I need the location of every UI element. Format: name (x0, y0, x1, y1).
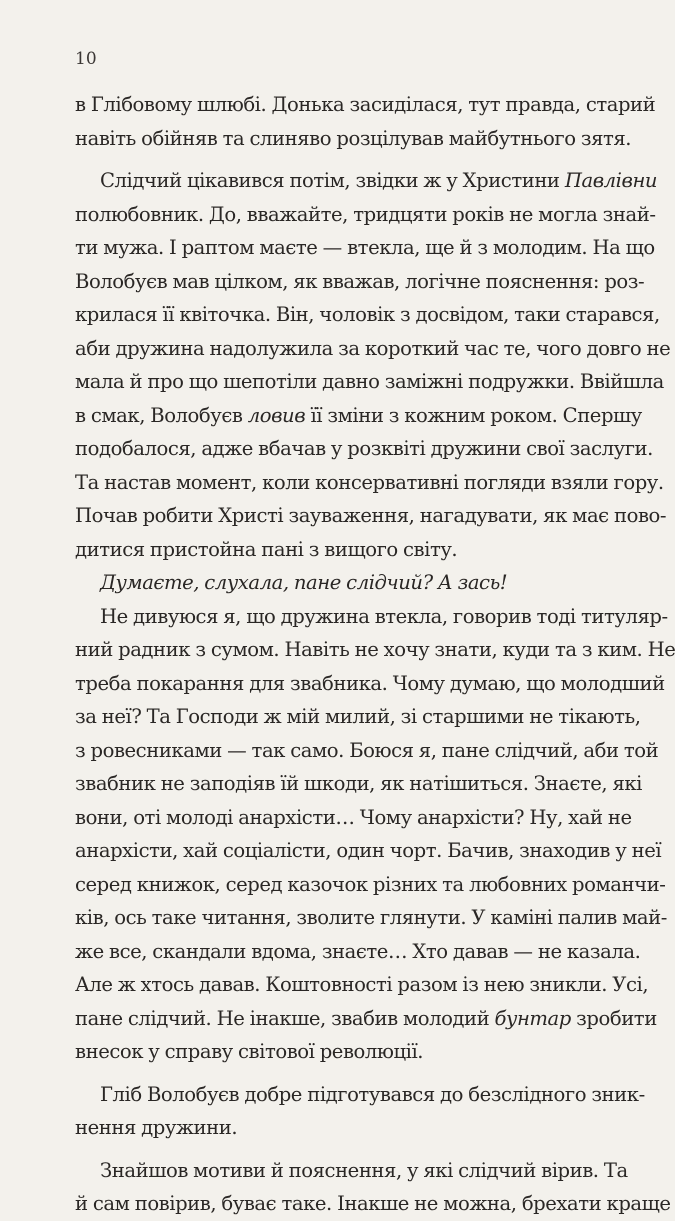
text-segment: анархісти, хай соціалісти, один чорт. Бачив, знаходив у неї (75, 839, 662, 862)
text-segment: же все, скандали вдома, знаєте… Хто давав — не казала. (75, 939, 641, 963)
text-line (75, 935, 641, 969)
text-segment: в Глібовому шлюбі. Донька засиділася, тут правда, старий (75, 93, 656, 116)
text-segment: Почав робити Христі зауваження, нагадувати, як має пово- (75, 504, 667, 527)
italic-text: Думаєте, слухала, пане слідчий? А зась! (100, 571, 508, 594)
text-segment: Волобуєв мав цілком, як вважав, логічне пояснення: роз- (75, 269, 645, 293)
text-line (75, 122, 632, 156)
text-segment: крилася її квіточка. Він, чоловік з досвідом, таки старався, (75, 303, 660, 326)
text-line (75, 1035, 583, 1069)
text-segment: Але ж хтось давав. Коштовності разом із нею зникли. Усі, (75, 973, 649, 996)
text-segment: треба покарання для звабника. Чому думаю, що молодший (75, 671, 665, 695)
text-segment: серед книжок, серед казочок різних та любовних романчи- (75, 872, 666, 896)
text-segment: її зміни з кожним роком. Спершу (305, 403, 642, 427)
text-line (75, 164, 658, 198)
text-line (75, 1078, 645, 1112)
text-line (75, 265, 645, 299)
text-segment: Знайшов мотиви й пояснення, у які слідчий вірив. Та (100, 1158, 628, 1182)
text-segment: нення дружини. (75, 1116, 238, 1139)
text-line (75, 198, 656, 232)
text-segment: звабник не заподіяв їй шкоди, як натішиться. Знаєте, які (75, 772, 642, 795)
text-segment: й сам повірив, буває таке. Інакше не можна, брехати краще (75, 1192, 671, 1215)
text-line (75, 868, 666, 902)
text-line (75, 399, 642, 433)
text-segment: зробити (570, 1006, 657, 1030)
text-line (75, 1187, 671, 1221)
paragraph-gap (75, 1069, 583, 1078)
text-line (75, 1111, 583, 1145)
text-segment: Та настав момент, коли консервативні погляди взяли гору. (75, 470, 664, 494)
text-line (75, 767, 642, 801)
text-segment: ків, ось таке читання, зволите глянути. У каміні палив май- (75, 906, 667, 929)
page-number: 10 (75, 49, 97, 69)
paragraph-gap (75, 155, 583, 164)
text-segment: в смак, Волобуєв (75, 403, 248, 427)
text-line (75, 1154, 628, 1188)
text-line (75, 834, 662, 868)
paragraph-gap (75, 1145, 583, 1154)
text-segment: пане слідчий. Не інакше, звабив молодий (75, 1006, 495, 1030)
text-segment: за неї? Та Господи ж мій милий, зі старшими не тікають, (75, 705, 641, 728)
text-segment: вони, оті молоді анархісти… Чому анархісти? Ну, хай не (75, 805, 632, 829)
text-segment: подобалося, адже вбачав у розквіті дружини свої заслуги. (75, 437, 653, 460)
text-line (75, 801, 632, 835)
text-line (75, 1002, 657, 1036)
text-segment: аби дружина надолужила за короткий час те, чого довго не (75, 336, 671, 360)
text-line (75, 633, 675, 667)
text-segment: внесок у справу світової революції. (75, 1040, 424, 1063)
italic-text: Павлівни (564, 169, 658, 192)
text-line (75, 566, 583, 600)
text-segment: Не дивуюся я, що дружина втекла, говорив тоді титуляр- (100, 604, 668, 628)
body-text (75, 88, 675, 1221)
text-segment: полюбовник. До, вважайте, тридцяти років не могла знай- (75, 202, 656, 226)
text-line (75, 901, 667, 935)
text-line (75, 298, 660, 332)
text-line (75, 734, 659, 768)
text-line (75, 466, 664, 500)
text-line (75, 533, 583, 567)
text-line (75, 365, 664, 399)
text-line (75, 600, 668, 634)
text-segment: ний радник з сумом. Навіть не хочу знати, куди та з ким. Не (75, 638, 675, 661)
text-line (75, 88, 656, 122)
text-line (75, 332, 671, 366)
text-segment: Слідчий цікавився потім, звідки ж у Христини (100, 169, 565, 192)
text-line (75, 499, 667, 533)
text-segment: з ровесниками — так само. Боюся я, пане слідчий, аби той (75, 738, 659, 762)
text-line (75, 700, 641, 734)
text-segment: Гліб Волобуєв добре підготувався до безслідного зник- (100, 1082, 645, 1106)
italic-text: ловив (247, 403, 306, 427)
text-segment: навіть обійняв та слиняво розцілував майбутнього зятя. (75, 126, 632, 150)
text-line (75, 432, 653, 466)
text-line (75, 667, 665, 701)
text-segment: ти мужа. І раптом маєте — втекла, ще й з молодим. На що (75, 236, 655, 259)
text-line (75, 231, 655, 265)
text-line (75, 968, 649, 1002)
text-segment: мала й про що шепотіли давно заміжні подружки. Ввійшла (75, 370, 664, 393)
text-segment: дитися пристойна пані з вищого світу. (75, 537, 458, 561)
italic-text: бунтар (494, 1006, 571, 1030)
